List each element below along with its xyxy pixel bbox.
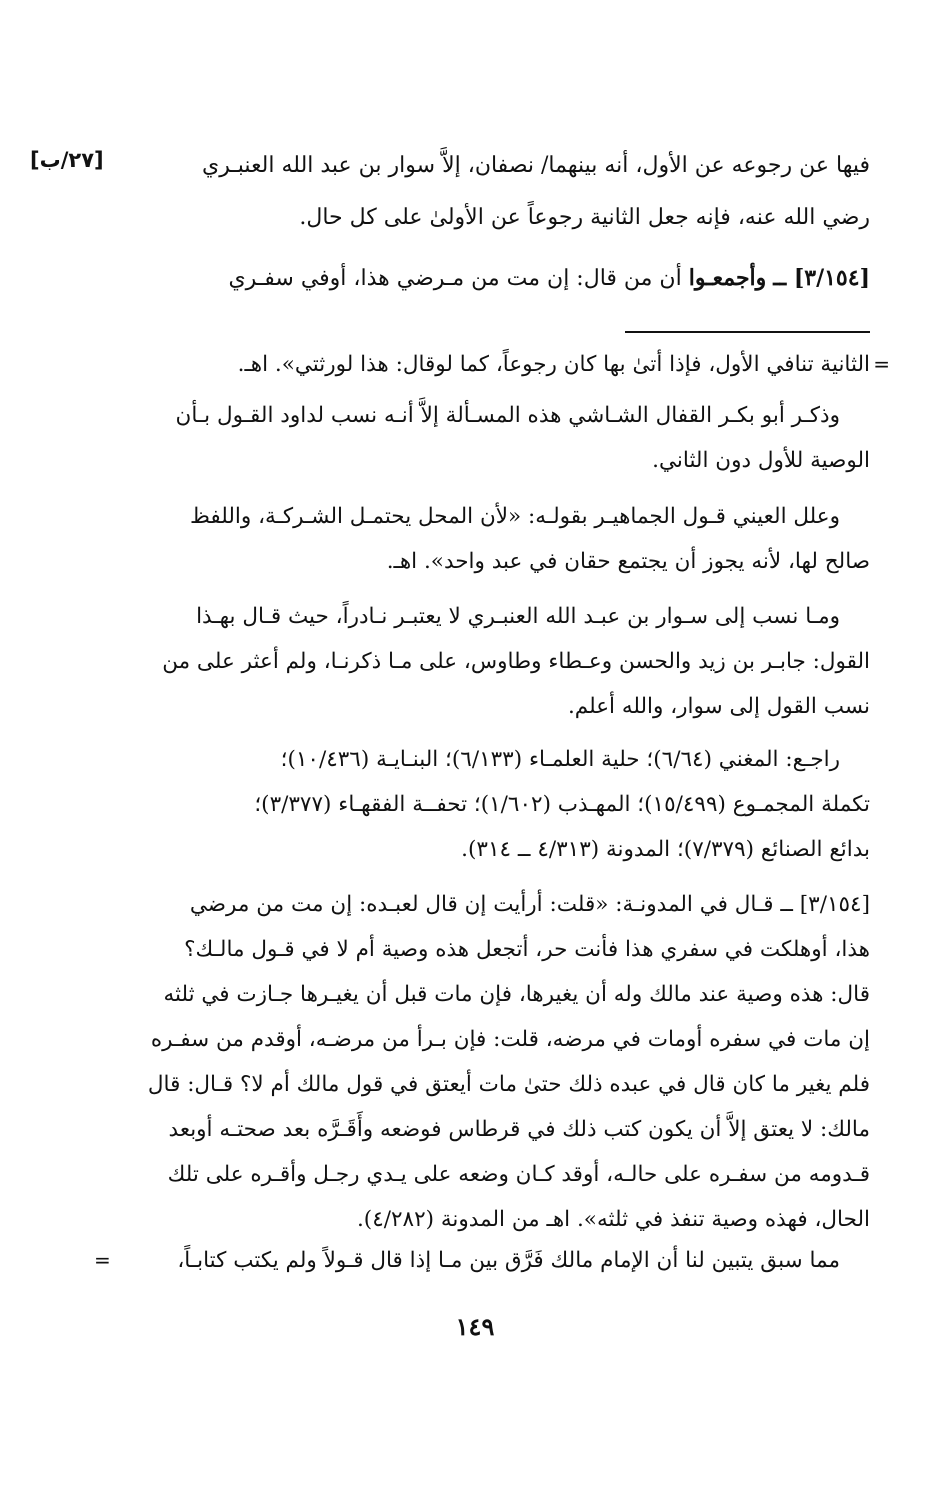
- footnote-line: الحال، فهذه وصية تنفذ في ثلثه». اهـ من المدونة (٤/٢٨٢).: [356, 1207, 870, 1232]
- footnote-paragraph-3: [128, 494, 870, 584]
- footnote-paragraph-4: [128, 594, 870, 729]
- footnote-line: مالك: لا يعتق إلاَّ أن يكون كتب ذلك في قرطاس فوضعه وأَقَـرَّه بعد صحتـه أوبعد: [168, 1117, 870, 1142]
- footnote-line: نسب القول إلى سوار، والله أعلم.: [567, 694, 870, 719]
- footnote-divider: [625, 331, 870, 333]
- footnote-mudawwana-quote: [128, 882, 870, 1242]
- margin-folio-reference: [٢٧/ب]: [30, 148, 104, 172]
- footnote-line: الوصية للأول دون الثاني.: [652, 448, 870, 473]
- footnote-line: قال: هذه وصية عند مالك وله أن يغيرها، فإن مات قبل أن يغيـرها جـازت في ثلثه: [163, 982, 870, 1007]
- footnote-line: القول: جابـر بن زيد والحسن وعـطاء وطاوس، على مـا ذكرنـا، ولم أعثر على من: [162, 649, 870, 674]
- section-keyword: وأجمعـوا: [688, 265, 767, 291]
- footnote-paragraph-1: [128, 342, 870, 387]
- footnote-line: بدائع الصنائع (٧/٣٧٩)؛ المدونة (٤/٣١٣ ــ ٣١٤).: [461, 837, 870, 862]
- footnote-line: إن مات في سفره أومات في مرضه، قلت: فإن بـرأ من مرضـه، أوقدم من سفـره: [150, 1027, 870, 1052]
- footnote-line: الثانية تنافي الأول، فإذا أتىٰ بها كان رجوعاً، كما لوقال: هذا لورثتي». اهـ.: [237, 352, 870, 377]
- main-line-2: رضي الله عنه، فإنه جعل الثانية رجوعاً عن الأولىٰ على كل حال.: [299, 205, 870, 230]
- footnote-references: [128, 737, 870, 872]
- main-line-3: [128, 252, 870, 305]
- main-line-1: فيها عن رجوعه عن الأول، أنه بينهما/ نصفان، إلاَّ سوار بن عبد الله العنبـري: [201, 153, 870, 178]
- section-text: أن من قال: إن مت من مـرضي هذا، أوفي سفـري: [228, 266, 682, 291]
- footnote-line: تكملة المجمـوع (١٥/٤٩٩)؛ المهـذب (١/٦٠٢)؛ تحفــة الفقهـاء (٣/٣٧٧)؛: [254, 792, 870, 817]
- footnote-line: مما سبق يتبين لنا أن الإمام مالك فَرَّق بين مـا إذا قال قـولاً ولم يكتب كتابـاً،: [177, 1248, 840, 1273]
- footnote-line: قـدومه من سفـره على حالـه، أوقد كـان وضعه على يـدي رجـل وأقـره على تلك: [167, 1162, 870, 1187]
- continuation-mark-bottom: =: [94, 1248, 111, 1272]
- page-number: ١٤٩: [455, 1312, 495, 1341]
- footnote-line: وعلل العيني قـول الجماهيـر بقولـه: «لأن المحل يحتمـل الشـركـة، واللفظ: [189, 504, 840, 529]
- footnote-line: راجـع: المغني (٦/٦٤)؛ حلية العلمـاء (٦/١٣٣)؛ البنـايـة (١٠/٤٣٦)؛: [280, 747, 840, 772]
- footnote-line: هذا، أوهلكت في سفري هذا فأنت حر، أتجعل هذه وصية أم لا في قـول مالـك؟: [184, 937, 870, 962]
- footnote-line: وذكـر أبو بكـر القفال الشـاشي هذه المسـألة إلاَّ أنـه نسب لداود القـول بـأن: [175, 403, 840, 428]
- footnote-paragraph-2: [128, 393, 870, 483]
- footnote-line: فلم يغير ما كان قال في عبده ذلك حتىٰ مات أيعتق في قول مالك أم لا؟ قـال: قال: [147, 1072, 870, 1097]
- section-number: [٣/١٥٤] ــ: [773, 265, 870, 291]
- footnote-line: [٣/١٥٤] ــ قـال في المدونـة: «قلت: أرأيت إن قال لعبـده: إن مت من مرضي: [189, 892, 870, 917]
- main-text: [128, 140, 870, 305]
- continuation-mark-top: =: [873, 352, 890, 376]
- footnote-line: ومـا نسب إلى سـوار بن عبـد الله العنبـري لا يعتبـر نـادراً، حيث قـال بهـذا: [196, 604, 840, 629]
- footnote-paragraph-7: [128, 1238, 870, 1283]
- footnote-line: صالح لها، لأنه يجوز أن يجتمع حقان في عبد واحد». اهـ.: [386, 549, 870, 574]
